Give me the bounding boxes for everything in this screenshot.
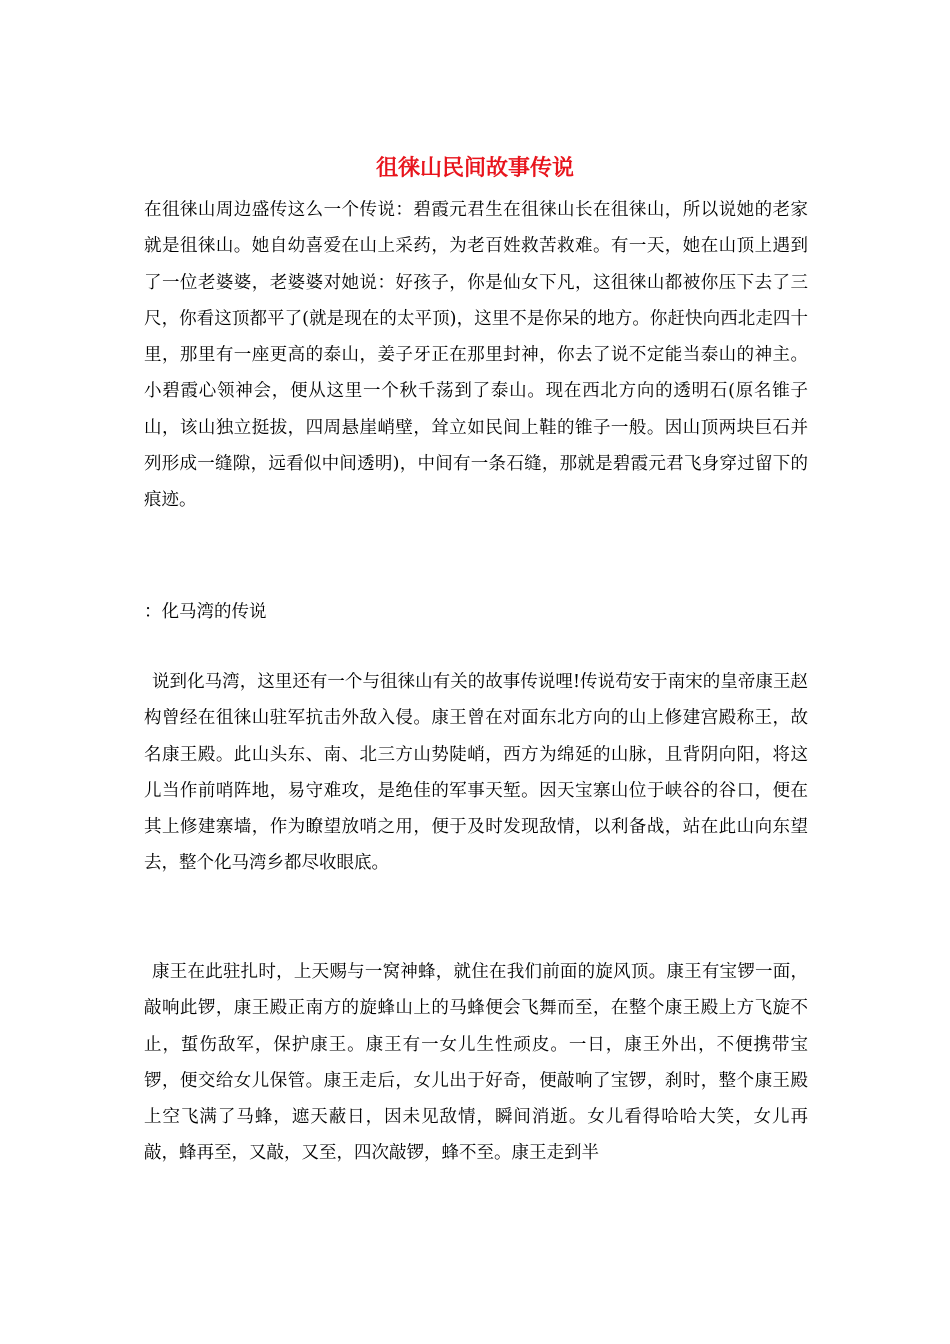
paragraph-divine-bees: 康王在此驻扎时，上天赐与一窝神蜂，就住在我们前面的旋风顶。康王有宝锣一面，敲响此锣，康王殿正南方的旋蜂山上的马蜂便会飞舞而至，在整个康王殿上方飞旋不止，蜇伤敌军，保护康王。康王有一女儿生性顽皮。一日，康王外出，不便携带宝锣，便交给女儿保管。康王走后，女儿出于好奇，便敲响了宝锣，刹时，整个康王殿上空飞满了马蜂，遮天蔽日，因未见敌情，瞬间消逝。女儿看得哈哈大笑，女儿再敲，蜂再至，又敲，又至，四次敲锣，蜂不至。康王走到半: [144, 962, 808, 1164]
document-title: 徂徕山民间故事传说: [375, 155, 574, 181]
paragraph-bixia-legend: 在徂徕山周边盛传这么一个传说：碧霞元君生在徂徕山长在徂徕山，所以说她的老家就是徂徕山。她自幼喜爱在山上采药，为老百姓救苦救难。有一天，她在山顶上遇到了一位老婆婆，老婆婆对她说：好孩子，你是仙女下凡，这徂徕山都被你压下去了三尺，你看这顶都平了(就是现在的太平顶)，这里不是你呆的地方。你赶快向西北走四十里，那里有一座更高的泰山，姜子牙正在那里封神，你去了说不定能当泰山的神主。小碧霞心领神会，便从这里一个秋千荡到了泰山。现在西北方向的透明石(原名锥子山，该山独立挺拔，四周悬崖峭壁，耸立如民间上鞋的锥子一般。因山顶两块巨石并列形成一缝隙，远看似中间透明)，中间有一条石缝，那就是碧霞元君飞身穿过留下的痕迹。: [144, 200, 808, 511]
paragraph-kangwang-palace: 说到化马湾，这里还有一个与徂徕山有关的故事传说哩!传说苟安于南宋的皇帝康王赵构曾经在徂徕山驻军抗击外敌入侵。康王曾在对面东北方向的山上修建宫殿称王，故名康王殿。此山头东、南、北三方山势陡峭，西方为绵延的山脉，且背阴向阳，将这儿当作前哨阵地，易守难攻，是绝佳的军事天堑。因天宝寨山位于峡谷的谷口，便在其上修建寨墙，作为瞭望放哨之用，便于及时发现敌情，以利备战，站在此山向东望去，整个化马湾乡都尽收眼底。: [144, 672, 808, 874]
section-heading-huamawan: ：化马湾的传说: [144, 602, 267, 622]
